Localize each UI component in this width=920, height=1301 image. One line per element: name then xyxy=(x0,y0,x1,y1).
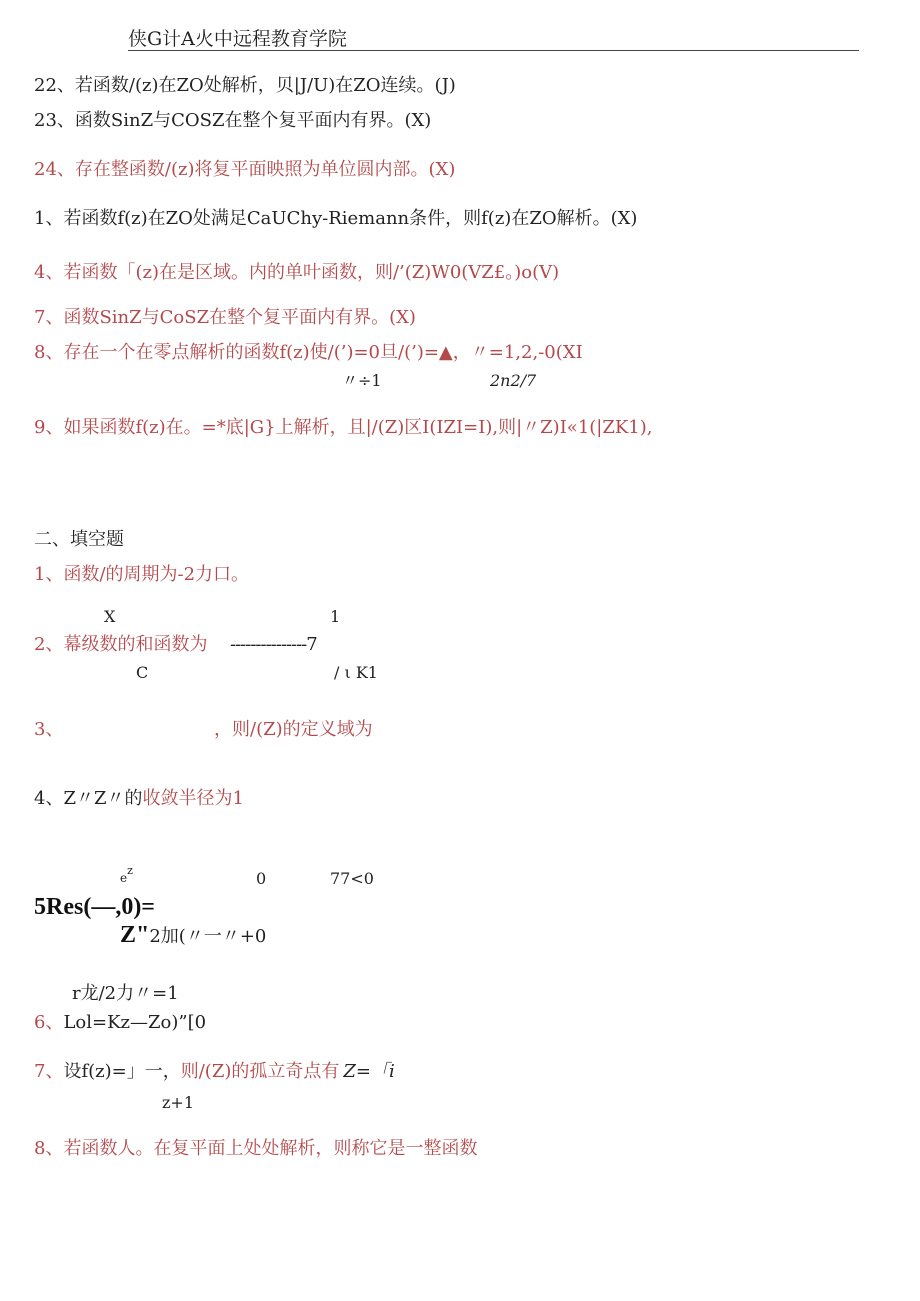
fill-7-answer: Z=「i xyxy=(343,1061,395,1082)
fill-6-number: 6、 xyxy=(34,1012,64,1033)
fill-2-bottom-left: C xyxy=(136,663,149,682)
fill-6-text: Lol=Kz—Zo)”[0 xyxy=(63,1012,207,1033)
statement-7: 7、函数SinZ与CoSZ在整个复平面内有界。(X) xyxy=(34,307,416,328)
statement-1: 1、若函数f(z)在ZO处满足CaUChy-Riemann条件，则f(z)在ZO解析。(X) xyxy=(34,208,638,229)
fill-6 xyxy=(34,1012,206,1034)
fill-5-number: 5 xyxy=(34,894,46,920)
statement-8-sub-left: 〃÷1 xyxy=(342,371,382,390)
fill-5-zero: 0 xyxy=(256,869,267,888)
fill-7 xyxy=(34,1061,395,1083)
fill-3-number: 3、 xyxy=(34,719,64,740)
fill-5 xyxy=(34,893,155,923)
fill-5-den-z: Z" xyxy=(120,922,150,948)
fill-4-radius: 收敛半径为1 xyxy=(142,788,244,809)
fill-2-top-right: 1 xyxy=(330,607,341,626)
fill-2: 2、幕级数的和函数为 xyxy=(34,634,208,655)
header-title: 侠G计A火中远程教育学院 xyxy=(128,28,347,50)
section-heading: 二、填空题 xyxy=(34,529,124,550)
statement-8-sub-right: 2n2/7 xyxy=(490,371,537,390)
fill-2-bottom-right: / ι K1 xyxy=(334,663,378,682)
statement-4: 4、若函数「(z)在是区域。内的单叶函数，则/’(Z)W0(VZ£。)o(V) xyxy=(34,262,560,283)
fill-5-condition: 77<0 xyxy=(330,869,374,888)
fill-2-top-left: X xyxy=(104,607,116,626)
fill-5-denominator xyxy=(120,922,266,950)
header-rule xyxy=(128,50,859,51)
fill-6-top: r龙/2力〃=1 xyxy=(72,983,179,1004)
statement-8: 8、存在一个在零点解析的函数f(z)使/(’)=0旦/(’)=▲，〃=1,2,-0(XI xyxy=(34,342,583,363)
fill-5-exp-power: z xyxy=(127,864,133,877)
fill-7-denominator: z+1 xyxy=(162,1093,195,1112)
statement-22: 22、若函数/(z)在ZO处解析，贝|J/U)在ZO连续。(J) xyxy=(34,75,456,96)
fill-8: 8、若函数人。在复平面上处处解析，则称它是一整函数 xyxy=(34,1138,478,1159)
fill-5-residue: Res(—,0)= xyxy=(46,894,155,920)
fill-5-numerator xyxy=(120,866,133,890)
fill-1: 1、函数/的周期为-2力口。 xyxy=(34,564,250,585)
fill-3: ，则/(Z)的定义域为 xyxy=(214,719,373,740)
fill-5-den-rest: 2加(〃一〃+0 xyxy=(149,926,267,947)
fill-4 xyxy=(34,788,244,810)
statement-24: 24、存在整函数/(z)将复平面映照为单位圆内部。(X) xyxy=(34,159,456,180)
fill-5-exp-base: e xyxy=(120,871,128,885)
statement-9: 9、如果函数f(z)在。=*底|G}上解析，且|/(Z)区I(IZI=I),则|〃Z)I«1(|ZK1), xyxy=(34,417,653,438)
fill-7-number: 7、 xyxy=(34,1061,64,1082)
statement-23: 23、函数SinZ与COSZ在整个复平面内有界。(X) xyxy=(34,110,432,131)
fill-4-series: 4、Z〃Z〃的 xyxy=(34,788,143,809)
fill-7-answer-label: 则/(Z)的孤立奇点有 xyxy=(180,1061,340,1082)
fill-2-fraction-bar: ---------------7 xyxy=(230,634,317,655)
fill-7-function: 设f(z)=」一， xyxy=(63,1061,181,1082)
